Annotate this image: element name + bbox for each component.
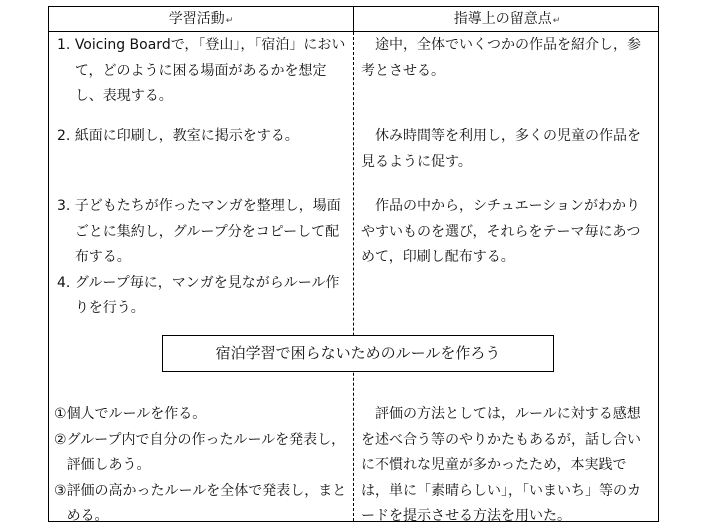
activity-cell-1 [57,33,349,110]
paragraph-mark: ↵ [225,16,234,26]
activity-number: 3. [57,198,75,214]
activity-number: ② [54,431,67,448]
activity-cell-2 [57,124,349,150]
activity-item [57,124,349,150]
note-cell-2: 休み時間等を利用し，多くの児童の作品を見るように促す。 [361,128,641,170]
activity-number: ① [54,406,67,422]
note-cell-1: 途中，全体でいくつかの作品を紹介し，参考とさせる。 [361,37,641,79]
activity-text: 評価の高かったルールを全体で発表し，まとめる。 [66,482,347,524]
activity-text: 個人でルールを作る。 [66,406,207,422]
activity-text: Voicing Boardで，「登山」，「宿泊」において，どのように困る場面があるかを想定し、表現する。 [74,37,346,104]
activity-number: 1. [57,37,75,53]
header-learning-activities [49,7,353,32]
activity-number: 2. [57,128,75,144]
activity-text: 紙面に印刷し，教室に掲示をする。 [74,128,299,144]
activity-text: グループ毎に，マンガを見ながらルール作りを行う。 [74,274,340,316]
theme-banner: 宿泊学習で困らないためのルールを作ろう [162,335,554,372]
column-divider [353,32,354,521]
activity-number: 4. [57,274,75,291]
activity-item [57,271,349,322]
activity-item [57,194,349,271]
activity-item [54,479,350,530]
activity-item [57,33,349,110]
activity-text: 子どもたちが作ったマンガを整理し，場面ごとに集約し，グループ分をコピーして配布する。 [74,198,341,265]
note-cell-3: 作品の中から，シチュエーションがわかりやすいものを選び，それらをテーマ毎にあつめて，印刷し配布する。 [361,198,641,265]
activity-text: グループ内で自分の作ったルールを発表し，評価しあう。 [66,431,346,473]
paragraph-mark: ↵ [552,16,561,26]
header-right-label: 指導上の留意点 [453,11,552,27]
activity-item [54,402,350,428]
activity-number: ③ [54,482,67,499]
header-left-label: 学習活動 [168,11,225,27]
activity-cell-4 [54,402,350,530]
header-teaching-notes [354,7,660,32]
activity-item [54,428,350,479]
activity-cell-3 [57,194,349,322]
note-cell-4: 評価の方法としては，ルールに対する感想を述べ合う等のやりかたもあるが，話し合いに不慣れな児童が多かったため，本実践では，単に「素晴らしい」，「いまいち」等のカードを提示させる方法を用いた。 [361,406,641,524]
lesson-plan-table [48,6,659,522]
